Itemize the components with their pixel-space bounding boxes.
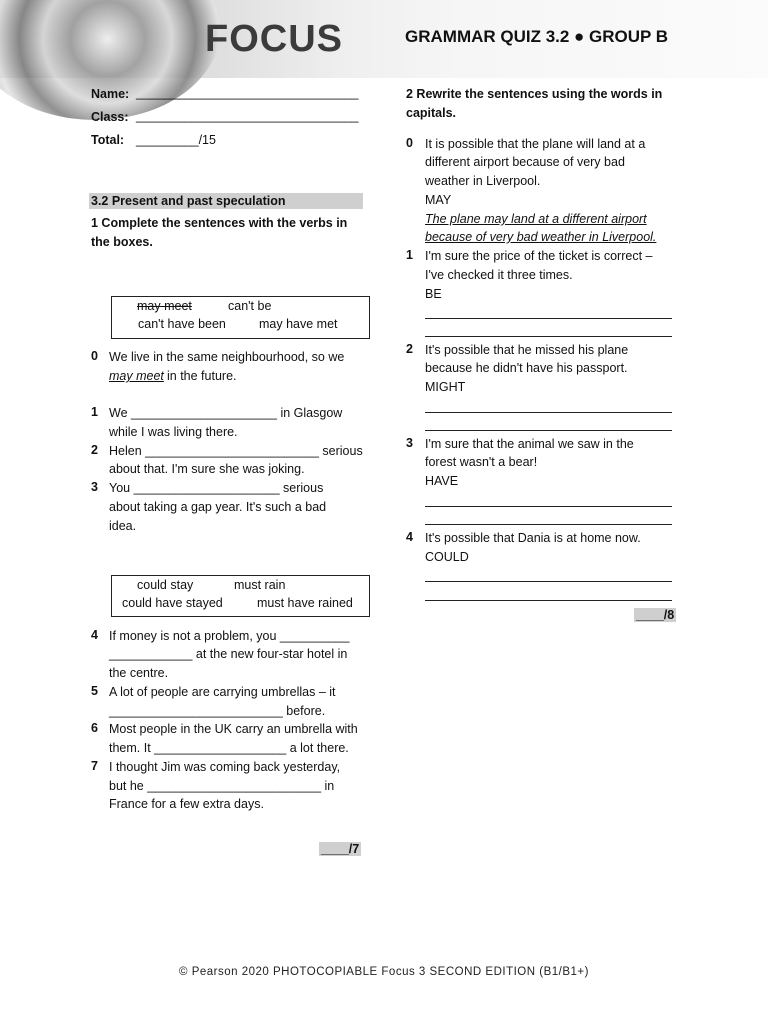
box2-word: could stay — [137, 578, 194, 592]
question-text: I thought Jim was coming back yesterday, — [109, 760, 341, 774]
question-text: I've checked it three times. — [425, 268, 573, 282]
question-number: 2 — [91, 443, 98, 457]
key-word: MAY — [425, 193, 452, 207]
question-text: Most people in the UK carry an umbrella with — [109, 722, 358, 736]
section-title-bar: 3.2 Present and past speculation — [89, 193, 363, 209]
question-number: 4 — [406, 530, 413, 544]
question-text[interactable]: Helen _________________________ serious — [109, 444, 363, 458]
question-text: about that. I'm sure she was joking. — [109, 462, 305, 476]
answer-line[interactable] — [425, 412, 672, 413]
example-answer: The plane may land at a different airport — [425, 212, 647, 226]
box2-word: could have stayed — [122, 596, 223, 610]
question-text[interactable]: but he _________________________ in — [109, 779, 335, 793]
question-text[interactable]: If money is not a problem, you __________ — [109, 629, 350, 643]
word-box-1 — [111, 296, 370, 339]
question-number: 0 — [406, 136, 413, 150]
name-label: Name: — [91, 87, 130, 101]
name-field[interactable]: ________________________________ — [136, 86, 359, 100]
header-banner — [0, 0, 768, 78]
total-field[interactable]: _________/15 — [136, 133, 216, 147]
question-text: idea. — [109, 519, 137, 533]
box1-word: may have met — [259, 317, 338, 331]
answer-line[interactable] — [425, 506, 672, 507]
question-text: It's possible that he missed his plane — [425, 343, 629, 357]
section1-instruction-line2: the boxes. — [91, 235, 153, 249]
section1-instruction-line1: 1 Complete the sentences with the verbs in — [91, 216, 348, 230]
section2-score[interactable]: ____/8 — [636, 608, 675, 622]
section2-instruction-line1: 2 Rewrite the sentences using the words in — [406, 87, 663, 101]
question-text: about taking a gap year. It's such a bad — [109, 500, 327, 514]
box1-word: can't be — [228, 299, 272, 313]
word-box-2 — [111, 575, 370, 617]
question-number: 1 — [91, 405, 98, 419]
answer-line[interactable] — [425, 430, 672, 431]
question-text: while I was living there. — [109, 425, 238, 439]
question-number: 2 — [406, 342, 413, 356]
answer-line[interactable] — [425, 600, 672, 601]
key-word: MIGHT — [425, 380, 466, 394]
example-answer: because of very bad weather in Liverpool. — [425, 230, 657, 244]
quiz-title: GRAMMAR QUIZ 3.2 ● GROUP B — [405, 27, 669, 46]
answer-line[interactable] — [425, 581, 672, 582]
question-text: France for a few extra days. — [109, 797, 264, 811]
question-number: 3 — [406, 436, 413, 450]
question-text[interactable]: ____________ at the new four-star hotel in — [109, 647, 348, 661]
question-text: weather in Liverpool. — [425, 174, 541, 188]
question-number: 7 — [91, 759, 98, 773]
question-text: I'm sure the price of the ticket is correct – — [425, 249, 653, 263]
key-word: BE — [425, 287, 442, 301]
question-text: different airport because of very bad — [425, 155, 625, 169]
question-text: It is possible that the plane will land at a — [425, 137, 646, 151]
section2-instruction-line2: capitals. — [406, 106, 457, 120]
question-number: 4 — [91, 628, 98, 642]
class-label: Class: — [91, 110, 129, 124]
question-text: I'm sure that the animal we saw in the — [425, 437, 634, 451]
question-number: 1 — [406, 248, 413, 262]
question-text: the centre. — [109, 666, 169, 680]
question-text[interactable]: You _____________________ serious — [109, 481, 324, 495]
question-text: because he didn't have his passport. — [425, 361, 628, 375]
box2-word: must rain — [234, 578, 286, 592]
question-text[interactable]: _________________________ before. — [109, 704, 326, 718]
question-text: We live in the same neighbourhood, so we — [109, 350, 345, 364]
key-word: COULD — [425, 550, 469, 564]
question-number: 0 — [91, 349, 98, 363]
key-word: HAVE — [425, 474, 459, 488]
question-number: 6 — [91, 721, 98, 735]
section1-score[interactable]: ____/7 — [321, 842, 360, 856]
question-text[interactable]: them. It ___________________ a lot there. — [109, 741, 349, 755]
question-number: 5 — [91, 684, 98, 698]
question-text: in the future. — [167, 369, 237, 383]
question-text[interactable]: We _____________________ in Glasgow — [109, 406, 343, 420]
class-field[interactable]: ________________________________ — [136, 109, 359, 123]
answer-line[interactable] — [425, 524, 672, 525]
box1-word-crossed: may meet — [137, 299, 192, 313]
question-text: A lot of people are carrying umbrellas – it — [109, 685, 336, 699]
example-answer: may meet — [109, 369, 164, 383]
answer-line[interactable] — [425, 336, 672, 337]
box1-word: can't have been — [138, 317, 226, 331]
question-number: 3 — [91, 480, 98, 494]
question-text: It's possible that Dania is at home now. — [425, 531, 641, 545]
answer-line[interactable] — [425, 318, 672, 319]
focus-logo: FOCUS — [205, 18, 343, 60]
total-label: Total: — [91, 133, 125, 147]
box2-word: must have rained — [257, 596, 353, 610]
footer-copyright: © Pearson 2020 PHOTOCOPIABLE Focus 3 SECOND EDITION (B1/B1+) — [179, 966, 589, 978]
question-text: forest wasn't a bear! — [425, 455, 538, 469]
